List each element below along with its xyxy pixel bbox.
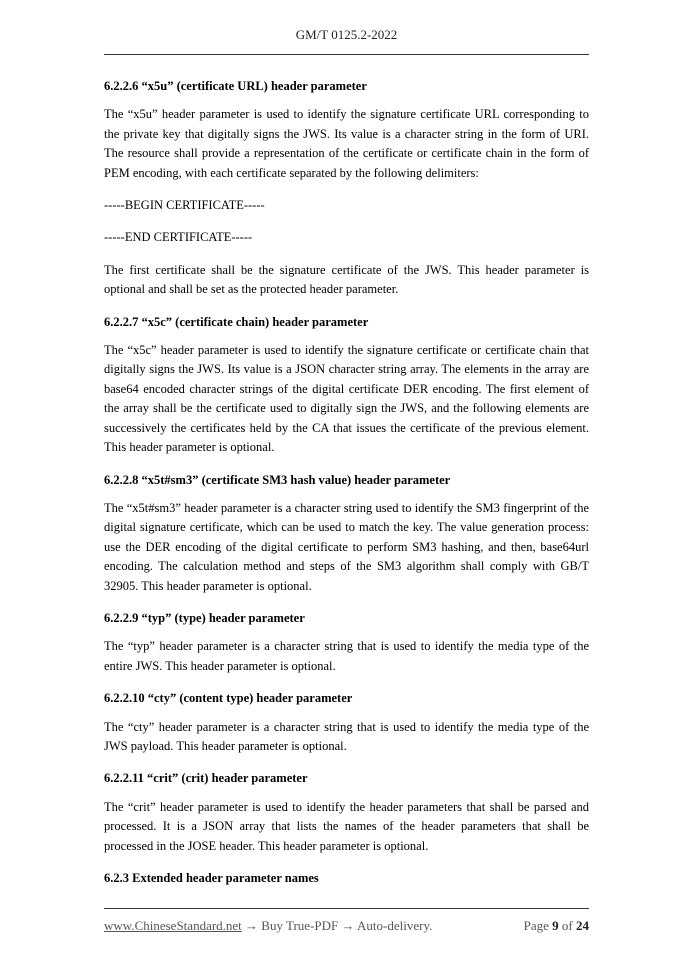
section-x5u [104,77,589,300]
doc-code: GM/T 0125.2-2022 [295,27,398,42]
section-crit [104,769,589,856]
footer-divider [104,908,589,909]
pem-end-delimiter: -----END CERTIFICATE----- [104,230,253,245]
page-footer [104,918,589,934]
header-divider [104,54,589,55]
footer-left [104,918,432,934]
paragraph: The “crit” header parameter is used to identify the header parameters that shall be parsed and processed. It is a JSON array that lists the names of the header parameters that shall be processed in the JOSE header. This header parameter is optional. [104,799,589,853]
paragraph: The “x5c” header parameter is used to identify the signature certificate or certificate chain that digitally signs the JWS. Its value is a JSON character string array. The elements in the array are base64 encoded character strings of the digital certificate DER encoding. The first element of the array shall be the certificate used to digitally sign the JWS, and the following elements are successively the certificates held by the CA that issues the certificate of the previous element. This header parameter is optional. [104,343,589,455]
page-number: 9 [552,918,559,933]
paragraph: The first certificate shall be the signature certificate of the JWS. This header parameter is optional and shall be set as the protected header parameter. [104,262,589,297]
section-heading: 6.2.2.10 “cty” (content type) header parameter [104,691,353,706]
section-x5t-sm3 [104,471,589,596]
section-heading: 6.2.2.11 “crit” (crit) header parameter [104,771,308,786]
section-x5c [104,313,589,458]
section-heading: 6.2.2.9 “typ” (type) header parameter [104,610,305,625]
document-body [104,77,589,897]
paragraph: The “typ” header parameter is a character string that is used to identify the media type of the entire JWS. This header parameter is optional. [104,639,589,673]
of-label: of [561,918,573,933]
page-total: 24 [576,918,589,933]
paragraph: The “cty” header parameter is a character string that is used to identify the media type of the JWS payload. This header parameter is optional. [104,719,589,753]
page-header [0,27,693,43]
paragraph: The “x5u” header parameter is used to identify the signature certificate URL corresponding to the private key that digitally signs the JWS. Its value is a character string in the form of URI. The resource shall provide a representation of the certificate or certificate chain in the form of PEM encoding, with each certificate separated by the following delimiters: [104,107,589,180]
section-heading: 6.2.2.6 “x5u” (certificate URL) header parameter [104,79,367,93]
footer-tagline: → Buy True-PDF → Auto-delivery. [241,918,433,933]
section-heading: 6.2.3 Extended header parameter names [104,871,319,885]
website-link[interactable]: www.ChineseStandard.net [104,918,242,933]
section-typ [104,609,589,676]
section-heading: 6.2.2.8 “x5t#sm3” (certificate SM3 hash value) header parameter [104,472,451,487]
pem-begin-delimiter: -----BEGIN CERTIFICATE----- [104,198,265,213]
section-cty [104,689,589,756]
page-label: Page [523,918,549,933]
paragraph: The “x5t#sm3” header parameter is a character string used to identify the SM3 fingerprint of the digital signature certificate, which can be used to match the key. The value generation process: use the DER encoding of the digital certificate to perform SM3 hashing, and then, base64url encoding. The calculation method and steps of the SM3 algorithm shall comply with GB/T 32905. This header parameter is optional. [104,500,589,593]
section-heading: 6.2.2.7 “x5c” (certificate chain) header parameter [104,314,369,329]
page-indicator [524,918,589,934]
section-extended-names [104,869,589,888]
